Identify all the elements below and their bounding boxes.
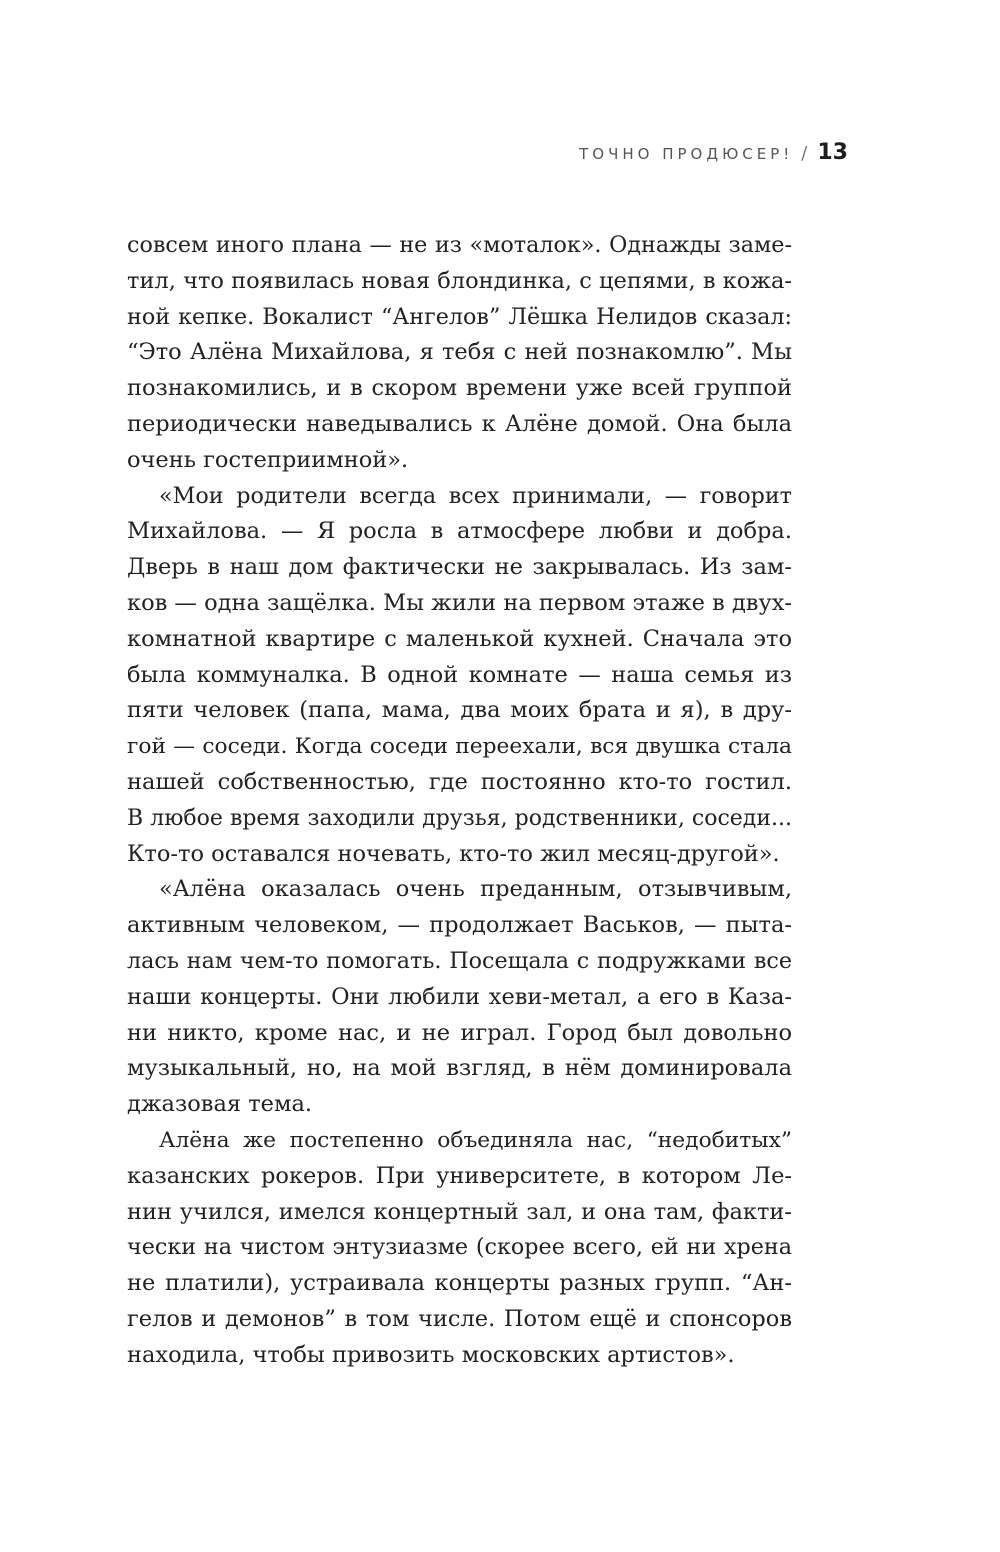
- text-line: Дверь в наш дом фактически не закрывалась. Из зам-: [127, 554, 792, 581]
- text-line: была коммуналка. В одной комнате — наша семья из: [127, 661, 792, 688]
- text-line: ков — одна защёлка. Мы жили на первом этаже в двух-: [127, 589, 792, 616]
- text-line: не платили), устраивала концерты разных групп. “Ан-: [127, 1270, 792, 1297]
- text-line: гелов и демонов” в том числе. Потом ещё и спонсоров: [127, 1305, 792, 1332]
- text-line: лась нам чем-то помогать. Посещала с подружками все: [127, 947, 792, 974]
- text-line: комнатной квартире с маленькой кухней. Сначала это: [127, 625, 792, 652]
- text-line: совсем иного плана — не из «моталок». Однажды заме-: [127, 232, 792, 258]
- text-line: находила, чтобы привозить московских артистов».: [127, 1341, 735, 1368]
- text-line: «Мои родители всегда всех принимали, — говорит: [159, 482, 792, 509]
- text-line: «Алёна оказалась очень преданным, отзывчивым,: [159, 876, 792, 903]
- body-text: [127, 228, 792, 1374]
- running-title: ТОЧНО ПРОДЮСЕР!: [579, 145, 794, 163]
- text-line: гой — соседи. Когда соседи переехали, вся двушка стала: [127, 734, 792, 760]
- running-header: [579, 140, 848, 165]
- text-line: познакомились, и в скором времени уже всей группой: [127, 375, 792, 402]
- text-line: “Это Алёна Михайлова, я тебя с ней познакомлю”. Мы: [127, 339, 792, 366]
- header-separator: /: [801, 143, 808, 164]
- text-line: нин учился, имелся концертный зал, и она там, факти-: [127, 1198, 792, 1225]
- text-line: джазовая тема.: [127, 1091, 313, 1118]
- page-number: 13: [817, 140, 848, 165]
- paragraph-4: [127, 1123, 792, 1374]
- text-line: ной кепке. Вокалист “Ангелов” Лёшка Нелидов сказал:: [127, 303, 792, 330]
- text-line: чески на чистом энтузиазме (скорее всего, ей ни хрена: [127, 1234, 792, 1261]
- text-line: периодически наведывались к Алёне домой. Она была: [127, 410, 792, 437]
- text-line: музыкальный, но, на мой взгляд, в нём доминировала: [127, 1055, 792, 1082]
- text-line: ни никто, кроме нас, и не играл. Город был довольно: [127, 1019, 792, 1046]
- text-line: В любое время заходили друзья, родственники, соседи...: [127, 805, 792, 831]
- paragraph-3: [127, 872, 792, 1123]
- paragraph-1: [127, 228, 792, 479]
- text-line: Кто-то оставался ночевать, кто-то жил месяц-другой».: [127, 840, 780, 867]
- text-line: казанских рокеров. При университете, в котором Ле-: [127, 1162, 792, 1189]
- text-line: нашей собственностью, где постоянно кто-то гостил.: [127, 768, 792, 795]
- text-line: пяти человек (папа, мама, два моих брата и я), в дру-: [127, 697, 792, 724]
- text-line: очень гостеприимной».: [127, 446, 409, 473]
- text-line: тил, что появилась новая блондинка, с цепями, в кожа-: [127, 267, 792, 294]
- text-line: Алёна же постепенно объединяла нас, “недобитых”: [159, 1127, 792, 1153]
- text-line: активным человеком, — продолжает Васьков, — пыта-: [127, 912, 792, 939]
- text-line: наши концерты. Они любили хеви-метал, а его в Каза-: [127, 983, 792, 1010]
- paragraph-2: [127, 479, 792, 873]
- text-line: Михайлова. — Я росла в атмосфере любви и добра.: [127, 518, 792, 545]
